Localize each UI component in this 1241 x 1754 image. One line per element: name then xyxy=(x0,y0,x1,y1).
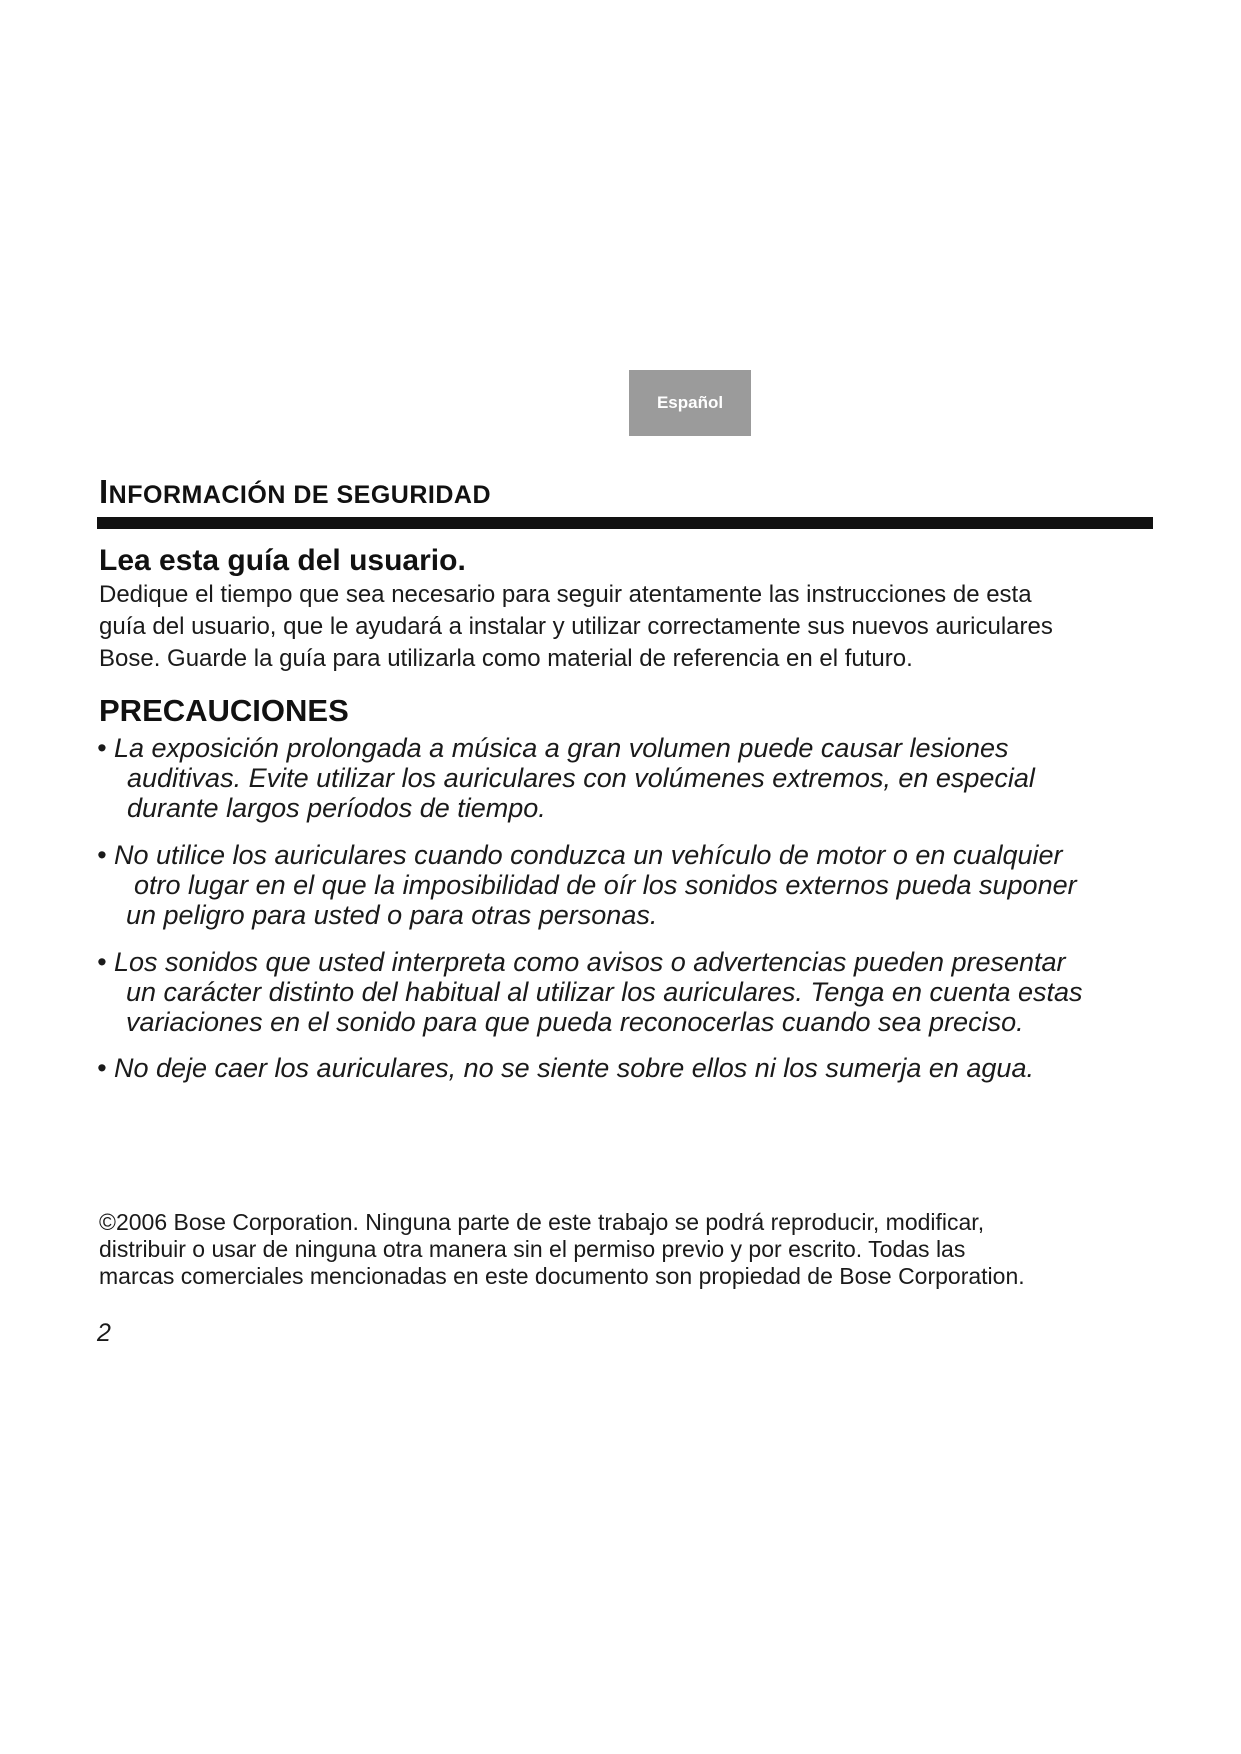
precaution-bullet xyxy=(97,947,1177,1037)
bullet-line: durante largos períodos de tiempo. xyxy=(127,793,546,823)
page-number: 2 xyxy=(97,1319,111,1347)
bullet-line: un peligro para usted o para otras personas. xyxy=(126,900,658,930)
copyright-line: marcas comerciales mencionadas en este documento son propiedad de Bose Corporation. xyxy=(99,1263,1025,1289)
bullet-line: • La exposición prolongada a música a gran volumen puede causar lesiones xyxy=(97,733,1009,763)
section-divider xyxy=(97,517,1153,529)
language-tab: Español xyxy=(629,370,751,436)
intro-paragraph xyxy=(99,579,1169,675)
intro-line: Dedique el tiempo que sea necesario para seguir atentamente las instrucciones de esta xyxy=(99,581,1032,608)
bullet-line: • No deje caer los auriculares, no se siente sobre ellos ni los sumerja en agua. xyxy=(97,1053,1034,1083)
intro-heading: Lea esta guía del usuario. xyxy=(99,544,466,577)
precaution-bullet xyxy=(97,733,1177,823)
intro-line: Bose. Guarde la guía para utilizarla como material de referencia en el futuro. xyxy=(99,645,913,672)
bullet-line: otro lugar en el que la imposibilidad de oír los sonidos externos pueda suponer xyxy=(134,870,1077,900)
bullet-line: auditivas. Evite utilizar los auriculares con volúmenes extremos, en especial xyxy=(127,763,1035,793)
copyright-notice xyxy=(99,1209,1025,1290)
intro-line: guía del usuario, que le ayudará a instalar y utilizar correctamente sus nuevos auriculares xyxy=(99,613,1053,640)
bullet-line: • No utilice los auriculares cuando conduzca un vehículo de motor o en cualquier xyxy=(97,840,1063,870)
bullet-line: un carácter distinto del habitual al utilizar los auriculares. Tenga en cuenta estas xyxy=(126,977,1083,1007)
section-title-initial: I xyxy=(99,473,109,510)
copyright-line: ©2006 Bose Corporation. Ninguna parte de este trabajo se podrá reproducir, modificar, xyxy=(99,1209,985,1235)
precaution-bullet xyxy=(97,1053,1177,1083)
bullet-line: • Los sonidos que usted interpreta como avisos o advertencias pueden presentar xyxy=(97,947,1066,977)
precaution-bullet xyxy=(97,840,1177,930)
section-title xyxy=(99,472,491,515)
copyright-line: distribuir o usar de ninguna otra manera sin el permiso previo y por escrito. Todas las xyxy=(99,1236,966,1262)
precautions-heading: PRECAUCIONES xyxy=(99,693,349,728)
bullet-line: variaciones en el sonido para que pueda reconocerlas cuando sea preciso. xyxy=(126,1007,1024,1037)
section-title-rest: NFORMACIÓN DE SEGURIDAD xyxy=(108,481,492,509)
